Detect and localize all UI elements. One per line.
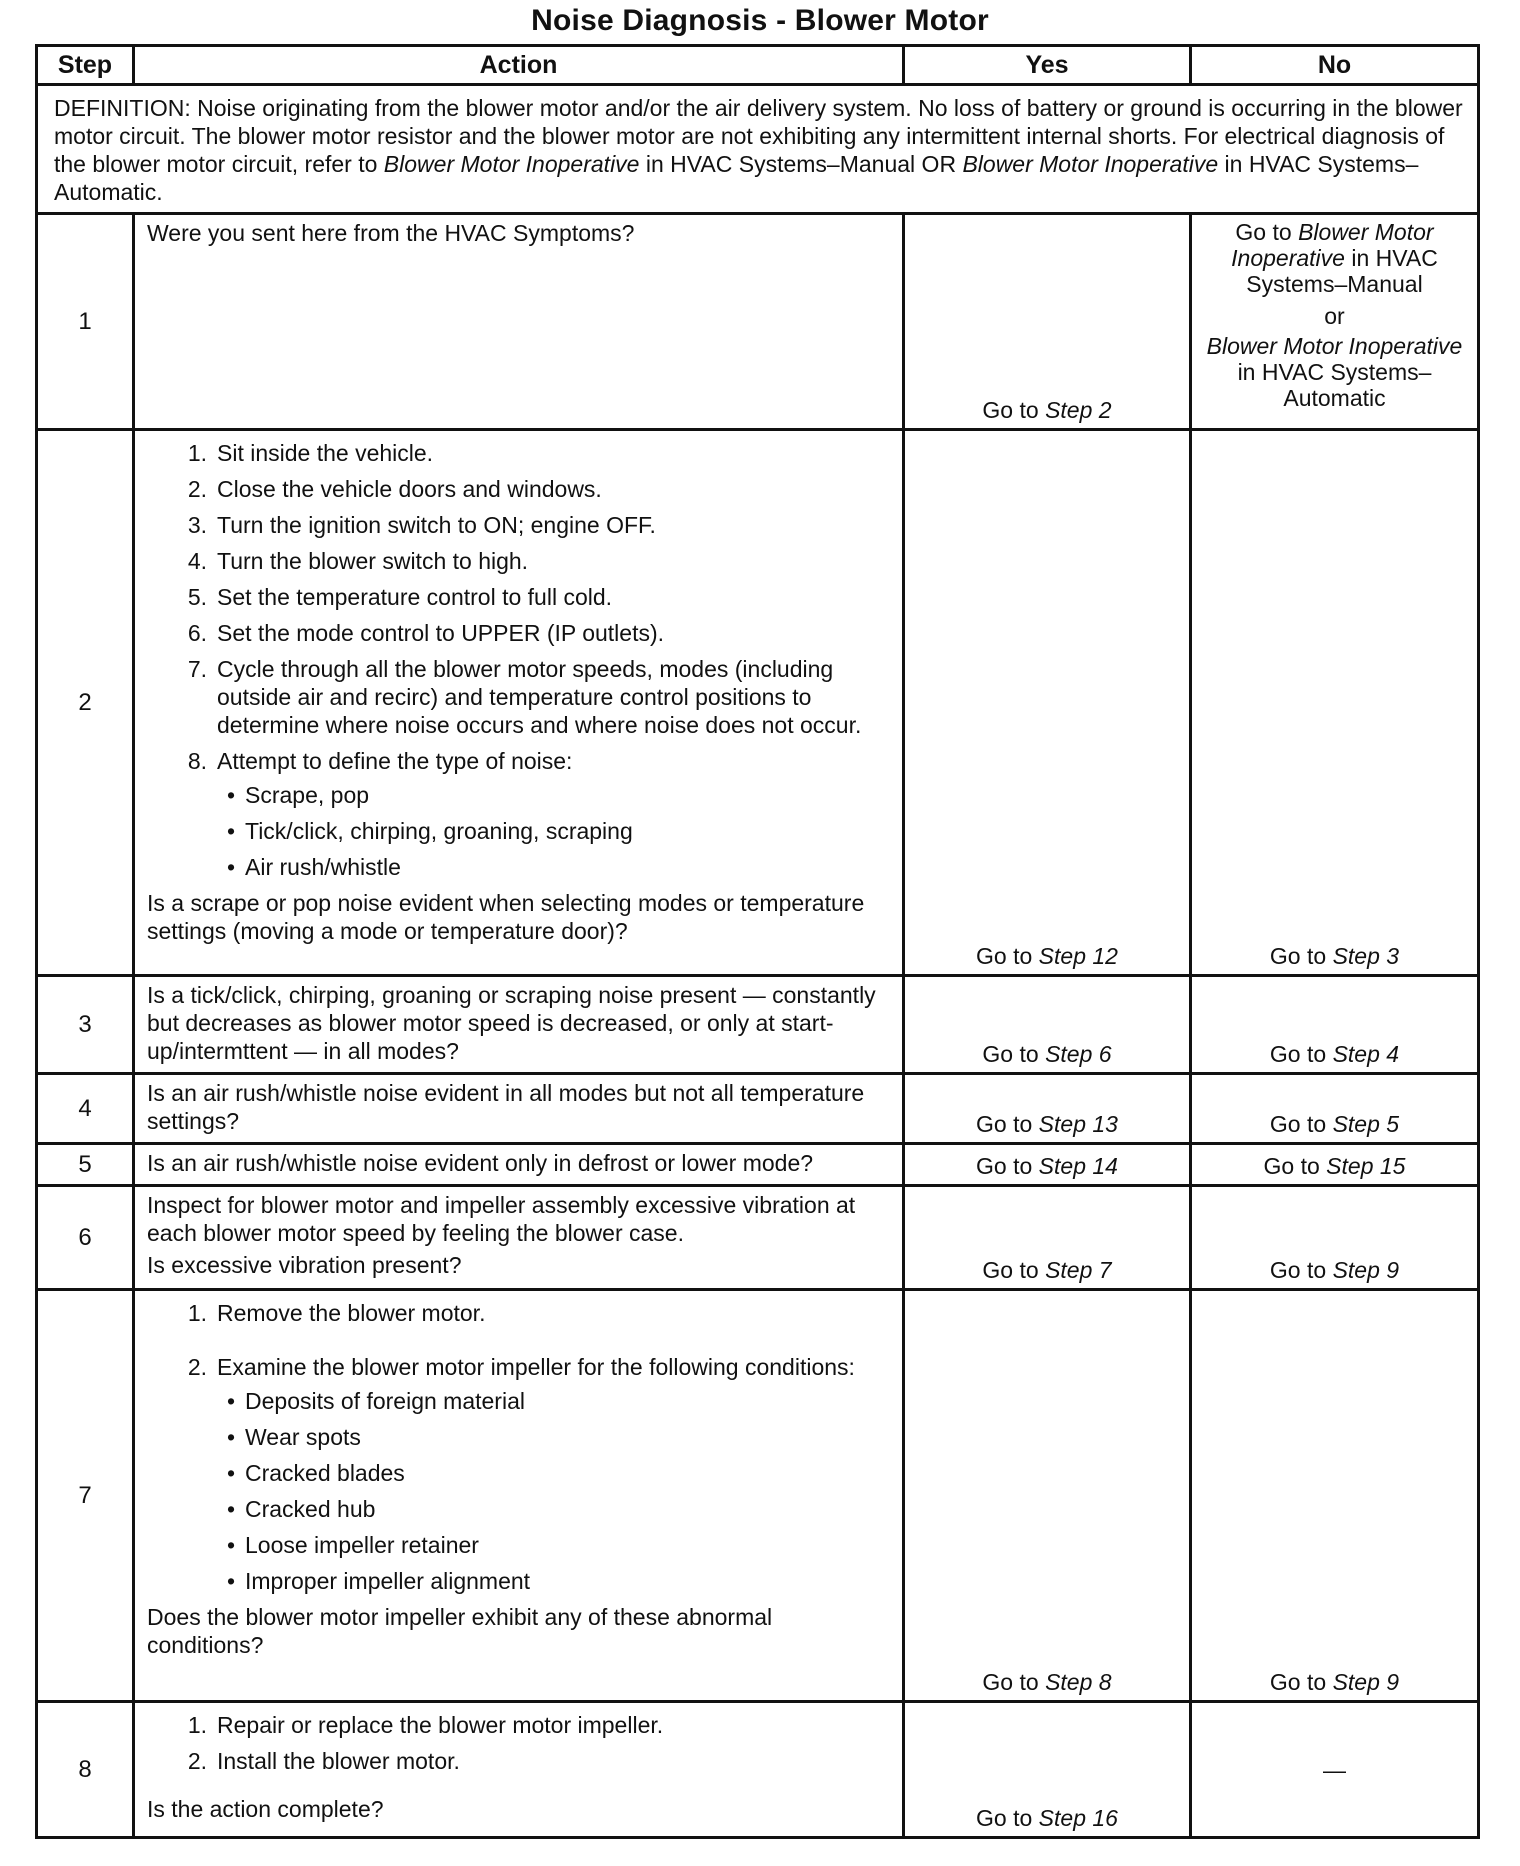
bullet-item: • Cracked hub [226, 1496, 376, 1522]
header-action: Action [134, 46, 904, 85]
step-action: Were you sent here from the HVAC Symptoms? [134, 214, 904, 430]
yes-result: Go to Step 2 [904, 214, 1191, 430]
yes-result: Go to Step 16 [904, 1702, 1191, 1838]
no-result: Go to Step 9 [1191, 1290, 1479, 1702]
step-number: 8 [37, 1702, 134, 1838]
table-row [37, 1702, 1479, 1838]
step-number: 1 [37, 214, 134, 430]
table-header-row [37, 46, 1479, 85]
bullet-item: • Tick/click, chirping, groaning, scraping [226, 818, 633, 844]
list-item: 2. Examine the blower motor impeller for the following conditions: • Deposits of foreign material • Wear spots • Cracked blades • Cracked hub • Loose impeller retainer • Improper impeller alignment [147, 1353, 888, 1595]
list-item: 1. Repair or replace the blower motor impeller. [187, 1712, 664, 1738]
table-row [37, 214, 1479, 430]
bullet-list [217, 1387, 888, 1595]
header-step: Step [37, 46, 134, 85]
no-result: Go to Blower Motor Inoperative in HVAC Systems–Manual or Blower Motor Inoperative in HVAC Systems–Automatic [1191, 214, 1479, 430]
table-row [37, 976, 1479, 1074]
no-result: Go to Step 5 [1191, 1074, 1479, 1144]
step-action [134, 430, 904, 976]
yes-result: Go to Step 12 [904, 430, 1191, 976]
step-action: Is a tick/click, chirping, groaning or scraping noise present — constantly but decreases as blower motor speed is decreased, or only at start-up/intermttent — in all modes? [134, 976, 904, 1074]
step-number: 6 [37, 1186, 134, 1290]
list-item: 4. Turn the blower switch to high. [187, 548, 529, 574]
procedure-list [147, 439, 888, 881]
no-result: Go to Step 4 [1191, 976, 1479, 1074]
bullet-item: • Loose impeller retainer [226, 1532, 479, 1558]
bullet-item: • Scrape, pop [226, 782, 370, 808]
no-result: Go to Step 9 [1191, 1186, 1479, 1290]
yes-result: Go to Step 8 [904, 1290, 1191, 1702]
step-number: 2 [37, 430, 134, 976]
step-question: Is excessive vibration present? [147, 1252, 462, 1278]
step-question: Is a scrape or pop noise evident when selecting modes or temperature settings (moving a mode or temperature door)? [147, 890, 865, 944]
step-action: Is an air rush/whistle noise evident in all modes but not all temperature settings? [134, 1074, 904, 1144]
no-result: — [1191, 1702, 1479, 1838]
definition-ref-automatic: Blower Motor Inoperative [962, 151, 1219, 177]
procedure-list [147, 1299, 888, 1595]
step-action [134, 1702, 904, 1838]
list-item: 1. Remove the blower motor. [187, 1300, 486, 1326]
list-item: 8. Attempt to define the type of noise: • Scrape, pop • Tick/click, chirping, groaning, scraping • Air rush/whistle [147, 747, 888, 881]
page-title: Noise Diagnosis - Blower Motor [531, 4, 989, 37]
step-action [134, 1290, 904, 1702]
table-row [37, 1144, 1479, 1186]
list-item: 3. Turn the ignition switch to ON; engine OFF. [187, 512, 656, 538]
table-row [37, 1186, 1479, 1290]
list-item: 7. Cycle through all the blower motor speeds, modes (including outside air and recirc) and temperature control positions to determine where noise occurs and where noise does not occur. [187, 656, 862, 738]
step-question: Does the blower motor impeller exhibit any of these abnormal conditions? [147, 1604, 773, 1658]
bullet-list [217, 781, 888, 881]
no-result: Go to Step 3 [1191, 430, 1479, 976]
step-number: 7 [37, 1290, 134, 1702]
step-action: Inspect for blower motor and impeller assembly excessive vibration at each blower motor speed by feeling the blower case. Is excessive vibration present? [134, 1186, 904, 1290]
header-no: No [1191, 46, 1479, 85]
definition-row [37, 85, 1479, 214]
list-item: 6. Set the mode control to UPPER (IP outlets). [187, 620, 665, 646]
list-item: 5. Set the temperature control to full cold. [187, 584, 613, 610]
list-item: 2. Close the vehicle doors and windows. [187, 476, 602, 502]
list-item: 1. Sit inside the vehicle. [187, 440, 434, 466]
table-row [37, 430, 1479, 976]
procedure-list [147, 1711, 888, 1775]
definition-text: DEFINITION: Noise originating from the blower motor and/or the air delivery system. No loss of battery or ground is occurring in the blower motor circuit. The blower motor resistor and the blower motor are not exhibiting any intermittent internal shorts. For electrical diagnosis of the blower motor circuit, refer to Blower Motor Inoperative in HVAC Systems–Manual OR Blower Motor Inoperative in HVAC Systems–Automatic. [37, 85, 1479, 214]
table-row [37, 1290, 1479, 1702]
list-item: 2. Install the blower motor. [187, 1748, 460, 1774]
yes-result: Go to Step 14 [904, 1144, 1191, 1186]
bullet-item: • Wear spots [226, 1424, 361, 1450]
yes-result: Go to Step 6 [904, 976, 1191, 1074]
bullet-item: • Improper impeller alignment [226, 1568, 531, 1594]
yes-result: Go to Step 13 [904, 1074, 1191, 1144]
no-result: Go to Step 15 [1191, 1144, 1479, 1186]
definition-ref-manual: Blower Motor Inoperative [383, 151, 640, 177]
step-number: 5 [37, 1144, 134, 1186]
bullet-item: • Air rush/whistle [226, 854, 401, 880]
bullet-item: • Deposits of foreign material [226, 1388, 525, 1414]
diagnosis-table [35, 44, 1480, 1839]
step-question: Is the action complete? [147, 1796, 384, 1822]
yes-result: Go to Step 7 [904, 1186, 1191, 1290]
step-action: Is an air rush/whistle noise evident only in defrost or lower mode? [134, 1144, 904, 1186]
step-number: 3 [37, 976, 134, 1074]
table-row [37, 1074, 1479, 1144]
step-number: 4 [37, 1074, 134, 1144]
header-yes: Yes [904, 46, 1191, 85]
bullet-item: • Cracked blades [226, 1460, 405, 1486]
